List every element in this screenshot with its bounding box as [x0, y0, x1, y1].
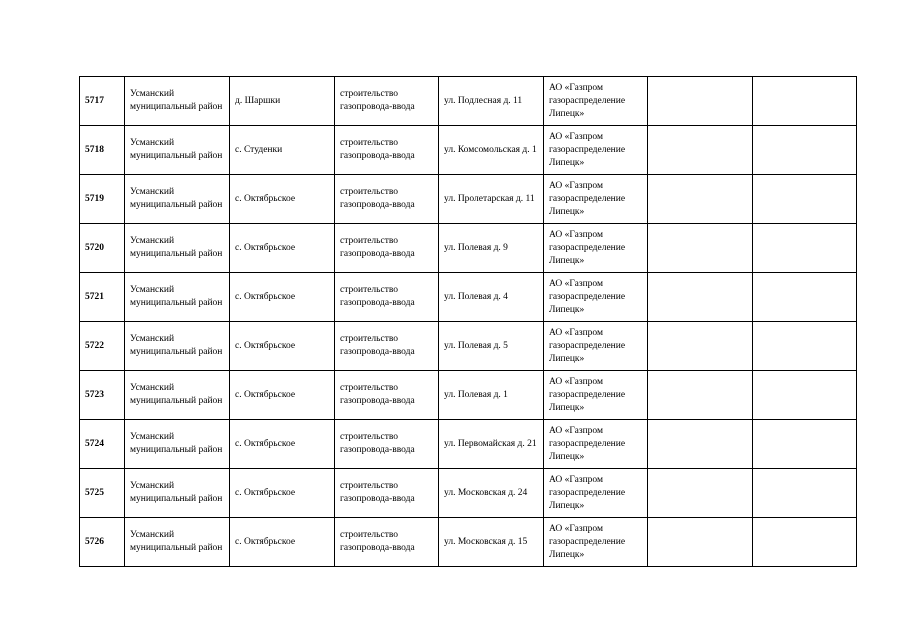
row-number: 5725	[80, 469, 125, 518]
organization-cell: АО «Газпром газораспределение Липецк»	[544, 518, 648, 567]
address-cell: ул. Полевая д. 5	[439, 322, 544, 371]
empty-cell	[753, 322, 857, 371]
register-body	[80, 77, 857, 567]
work-type-cell: строительство газопровода-ввода	[335, 518, 439, 567]
empty-cell	[753, 371, 857, 420]
table-row	[80, 77, 857, 126]
address-cell: ул. Комсомольская д. 1	[439, 126, 544, 175]
empty-cell	[648, 126, 753, 175]
district-cell: Усманский муниципальный район	[125, 175, 230, 224]
settlement-cell: с. Октябрьское	[230, 273, 335, 322]
empty-cell	[648, 77, 753, 126]
empty-cell	[648, 322, 753, 371]
organization-cell: АО «Газпром газораспределение Липецк»	[544, 273, 648, 322]
empty-cell	[648, 420, 753, 469]
address-cell: ул. Первомайская д. 21	[439, 420, 544, 469]
work-type-cell: строительство газопровода-ввода	[335, 175, 439, 224]
empty-cell	[648, 273, 753, 322]
empty-cell	[648, 175, 753, 224]
address-cell: ул. Пролетарская д. 11	[439, 175, 544, 224]
table-row	[80, 518, 857, 567]
work-type-cell: строительство газопровода-ввода	[335, 469, 439, 518]
row-number: 5724	[80, 420, 125, 469]
settlement-cell: с. Октябрьское	[230, 518, 335, 567]
organization-cell: АО «Газпром газораспределение Липецк»	[544, 77, 648, 126]
empty-cell	[753, 469, 857, 518]
address-cell: ул. Полевая д. 4	[439, 273, 544, 322]
empty-cell	[753, 77, 857, 126]
row-number: 5718	[80, 126, 125, 175]
register-table	[79, 76, 857, 567]
settlement-cell: с. Октябрьское	[230, 322, 335, 371]
table-row	[80, 371, 857, 420]
table-row	[80, 126, 857, 175]
empty-cell	[753, 420, 857, 469]
organization-cell: АО «Газпром газораспределение Липецк»	[544, 469, 648, 518]
work-type-cell: строительство газопровода-ввода	[335, 371, 439, 420]
address-cell: ул. Полевая д. 9	[439, 224, 544, 273]
district-cell: Усманский муниципальный район	[125, 224, 230, 273]
work-type-cell: строительство газопровода-ввода	[335, 420, 439, 469]
settlement-cell: с. Октябрьское	[230, 420, 335, 469]
empty-cell	[753, 224, 857, 273]
district-cell: Усманский муниципальный район	[125, 126, 230, 175]
organization-cell: АО «Газпром газораспределение Липецк»	[544, 371, 648, 420]
work-type-cell: строительство газопровода-ввода	[335, 322, 439, 371]
empty-cell	[648, 518, 753, 567]
work-type-cell: строительство газопровода-ввода	[335, 224, 439, 273]
work-type-cell: строительство газопровода-ввода	[335, 77, 439, 126]
work-type-cell: строительство газопровода-ввода	[335, 126, 439, 175]
row-number: 5721	[80, 273, 125, 322]
settlement-cell: с. Октябрьское	[230, 224, 335, 273]
district-cell: Усманский муниципальный район	[125, 469, 230, 518]
row-number: 5726	[80, 518, 125, 567]
table-row	[80, 224, 857, 273]
row-number: 5720	[80, 224, 125, 273]
table-row	[80, 420, 857, 469]
district-cell: Усманский муниципальный район	[125, 322, 230, 371]
settlement-cell: с. Студенки	[230, 126, 335, 175]
settlement-cell: д. Шаршки	[230, 77, 335, 126]
empty-cell	[753, 126, 857, 175]
organization-cell: АО «Газпром газораспределение Липецк»	[544, 175, 648, 224]
organization-cell: АО «Газпром газораспределение Липецк»	[544, 126, 648, 175]
row-number: 5722	[80, 322, 125, 371]
work-type-cell: строительство газопровода-ввода	[335, 273, 439, 322]
settlement-cell: с. Октябрьское	[230, 469, 335, 518]
settlement-cell: с. Октябрьское	[230, 371, 335, 420]
empty-cell	[648, 469, 753, 518]
district-cell: Усманский муниципальный район	[125, 273, 230, 322]
table-row	[80, 273, 857, 322]
empty-cell	[648, 224, 753, 273]
table-row	[80, 469, 857, 518]
district-cell: Усманский муниципальный район	[125, 371, 230, 420]
row-number: 5719	[80, 175, 125, 224]
empty-cell	[753, 175, 857, 224]
district-cell: Усманский муниципальный район	[125, 518, 230, 567]
table-row	[80, 175, 857, 224]
address-cell: ул. Полевая д. 1	[439, 371, 544, 420]
address-cell: ул. Московская д. 15	[439, 518, 544, 567]
row-number: 5717	[80, 77, 125, 126]
organization-cell: АО «Газпром газораспределение Липецк»	[544, 322, 648, 371]
organization-cell: АО «Газпром газораспределение Липецк»	[544, 224, 648, 273]
district-cell: Усманский муниципальный район	[125, 77, 230, 126]
empty-cell	[753, 273, 857, 322]
address-cell: ул. Подлесная д. 11	[439, 77, 544, 126]
district-cell: Усманский муниципальный район	[125, 420, 230, 469]
address-cell: ул. Московская д. 24	[439, 469, 544, 518]
empty-cell	[753, 518, 857, 567]
table-row	[80, 322, 857, 371]
settlement-cell: с. Октябрьское	[230, 175, 335, 224]
row-number: 5723	[80, 371, 125, 420]
organization-cell: АО «Газпром газораспределение Липецк»	[544, 420, 648, 469]
empty-cell	[648, 371, 753, 420]
